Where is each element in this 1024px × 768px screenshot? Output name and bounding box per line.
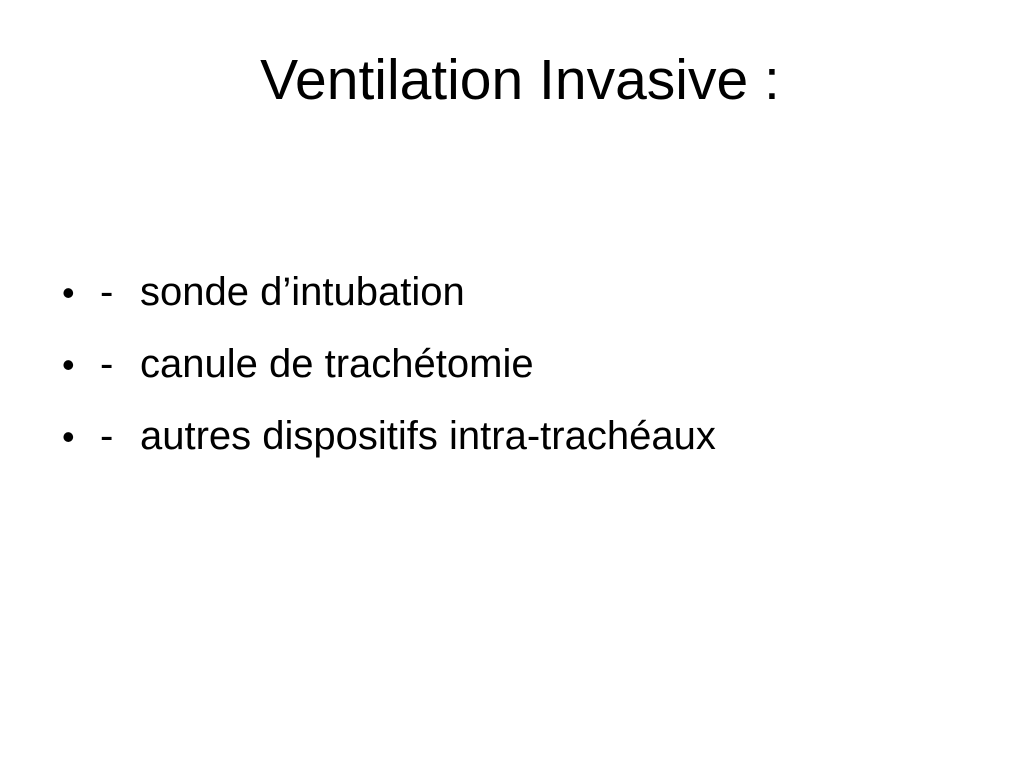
slide-title: Ventilation Invasive : bbox=[260, 48, 780, 112]
dash-marker: - bbox=[100, 270, 114, 314]
list-item bbox=[62, 266, 716, 338]
dash-marker: - bbox=[100, 342, 114, 386]
list-item-text: autres dispositifs intra-trachéaux bbox=[140, 414, 716, 458]
bullet-icon: • bbox=[62, 272, 75, 313]
bullet-icon: • bbox=[62, 416, 75, 457]
bullet-list bbox=[62, 266, 716, 482]
list-item-text: canule de trachétomie bbox=[140, 342, 534, 386]
list-item bbox=[62, 410, 716, 482]
dash-marker: - bbox=[100, 414, 114, 458]
bullet-icon: • bbox=[62, 344, 75, 385]
list-item-text: sonde d’intubation bbox=[140, 270, 465, 314]
list-item bbox=[62, 338, 716, 410]
